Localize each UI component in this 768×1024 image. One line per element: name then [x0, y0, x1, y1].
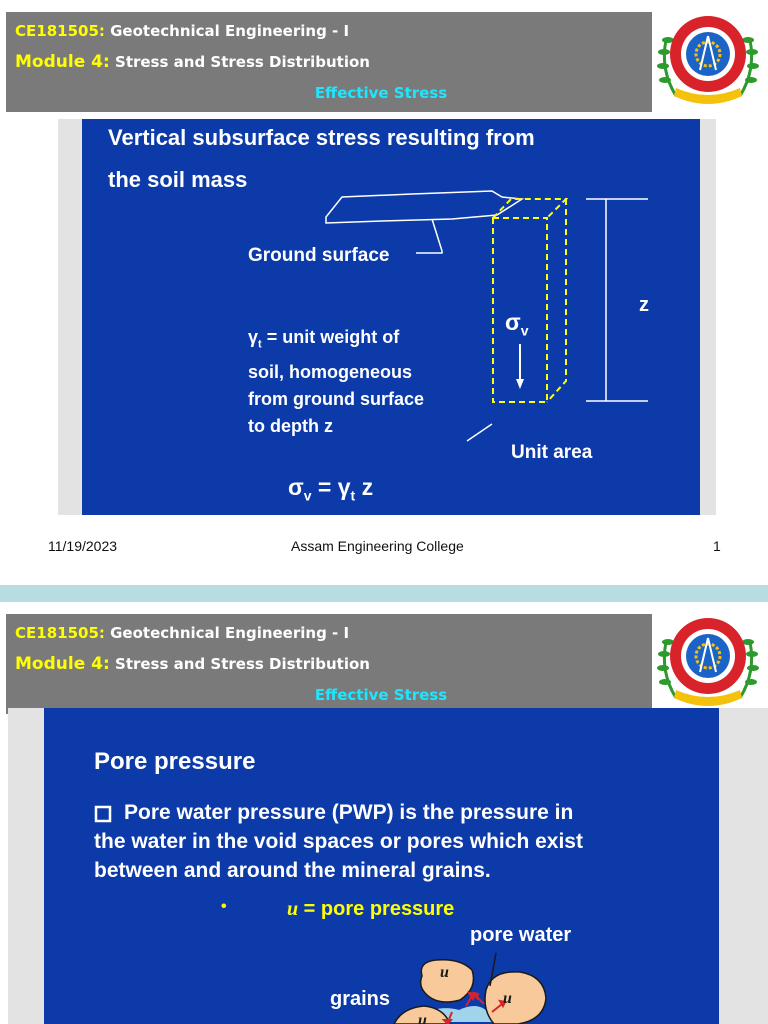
pore-pressure-panel — [44, 708, 719, 1024]
stress-formula — [288, 474, 373, 504]
u-label-right: u — [503, 990, 512, 1007]
course-code: CE181505: — [15, 22, 105, 40]
gamma-desc-1: = unit weight of — [266, 327, 400, 347]
ground-surface-label: Ground surface — [248, 245, 390, 266]
gamma-symbol: γ — [248, 327, 259, 347]
sigma-symbol: σ — [505, 309, 521, 335]
u-symbol: u — [287, 898, 299, 920]
slide-edge-left — [8, 708, 44, 1024]
slide2-title: Pore pressure — [94, 748, 256, 775]
footer-college: Assam Engineering College — [291, 538, 464, 554]
u-definition-text: = pore pressure — [298, 898, 455, 920]
sigma-v-label — [505, 309, 529, 339]
slide-header — [6, 12, 652, 112]
module-code: Module 4: — [15, 654, 110, 674]
college-logo-icon — [656, 10, 760, 114]
formula-sub-v: v — [303, 487, 312, 504]
gamma-desc-4: to depth z — [248, 415, 333, 436]
soil-grains-diagram — [374, 948, 564, 1024]
pwp-definition — [94, 798, 583, 885]
u-label-lower: u — [418, 1012, 427, 1024]
pwp-line-2: the water in the void spaces or pores which exist — [94, 830, 583, 853]
bullet-dot: • — [221, 898, 227, 915]
unit-area-pointer — [467, 424, 492, 441]
slide-edge-left — [58, 119, 82, 515]
module-code: Module 4: — [15, 52, 110, 72]
gamma-desc-3: from ground surface — [248, 388, 425, 409]
module-name: Stress and Stress Distribution — [115, 53, 370, 71]
footer-date: 11/19/2023 — [48, 538, 118, 554]
soil-column-diagram — [82, 119, 700, 515]
unit-prism-dashed — [493, 199, 566, 402]
slide-2 — [0, 602, 768, 1024]
course-line — [15, 22, 349, 40]
module-line — [15, 654, 370, 674]
pore-water-label: pore water — [470, 924, 572, 946]
course-code: CE181505: — [15, 624, 105, 642]
pwp-line-1: Pore water pressure (PWP) is the pressure in — [124, 801, 574, 824]
stress-diagram-panel — [82, 119, 700, 515]
gamma-sub-t: t — [258, 338, 262, 351]
topic-title: Effective Stress — [314, 84, 448, 102]
sigma-arrow-head — [516, 379, 524, 389]
college-logo-icon — [656, 612, 760, 716]
u-label-upper: u — [440, 964, 449, 981]
unit-area-label: Unit area — [511, 442, 593, 463]
formula-sigma: σ — [288, 474, 304, 500]
sigma-sub-v: v — [520, 322, 529, 339]
slide1-title-line1: Vertical subsurface stress resulting from — [108, 125, 535, 150]
topic-title: Effective Stress — [314, 686, 448, 704]
module-name: Stress and Stress Distribution — [115, 655, 370, 673]
footer-page-number: 1 — [713, 538, 721, 554]
formula-z: z — [355, 474, 374, 500]
formula-equals-gamma: = γ — [311, 474, 351, 500]
pwp-line-3: between and around the mineral grains. — [94, 859, 491, 882]
gamma-desc-2: soil, homogeneous — [248, 361, 413, 382]
course-line — [15, 624, 349, 642]
unit-weight-description — [248, 324, 424, 440]
ground-surface-pointer — [416, 219, 442, 253]
module-line — [15, 52, 370, 72]
grains-label: grains — [330, 988, 391, 1010]
slide-edge-right — [719, 708, 768, 1024]
u-definition — [287, 898, 454, 921]
course-name: Geotechnical Engineering - I — [110, 22, 350, 40]
slide1-title-line2: the soil mass — [108, 167, 248, 192]
slide-edge-right — [700, 119, 716, 515]
formula-sub-t: t — [350, 487, 356, 504]
course-name: Geotechnical Engineering - I — [110, 624, 350, 642]
slide-header — [6, 614, 652, 714]
grain-right — [485, 972, 546, 1024]
depth-z-label: z — [639, 294, 649, 316]
